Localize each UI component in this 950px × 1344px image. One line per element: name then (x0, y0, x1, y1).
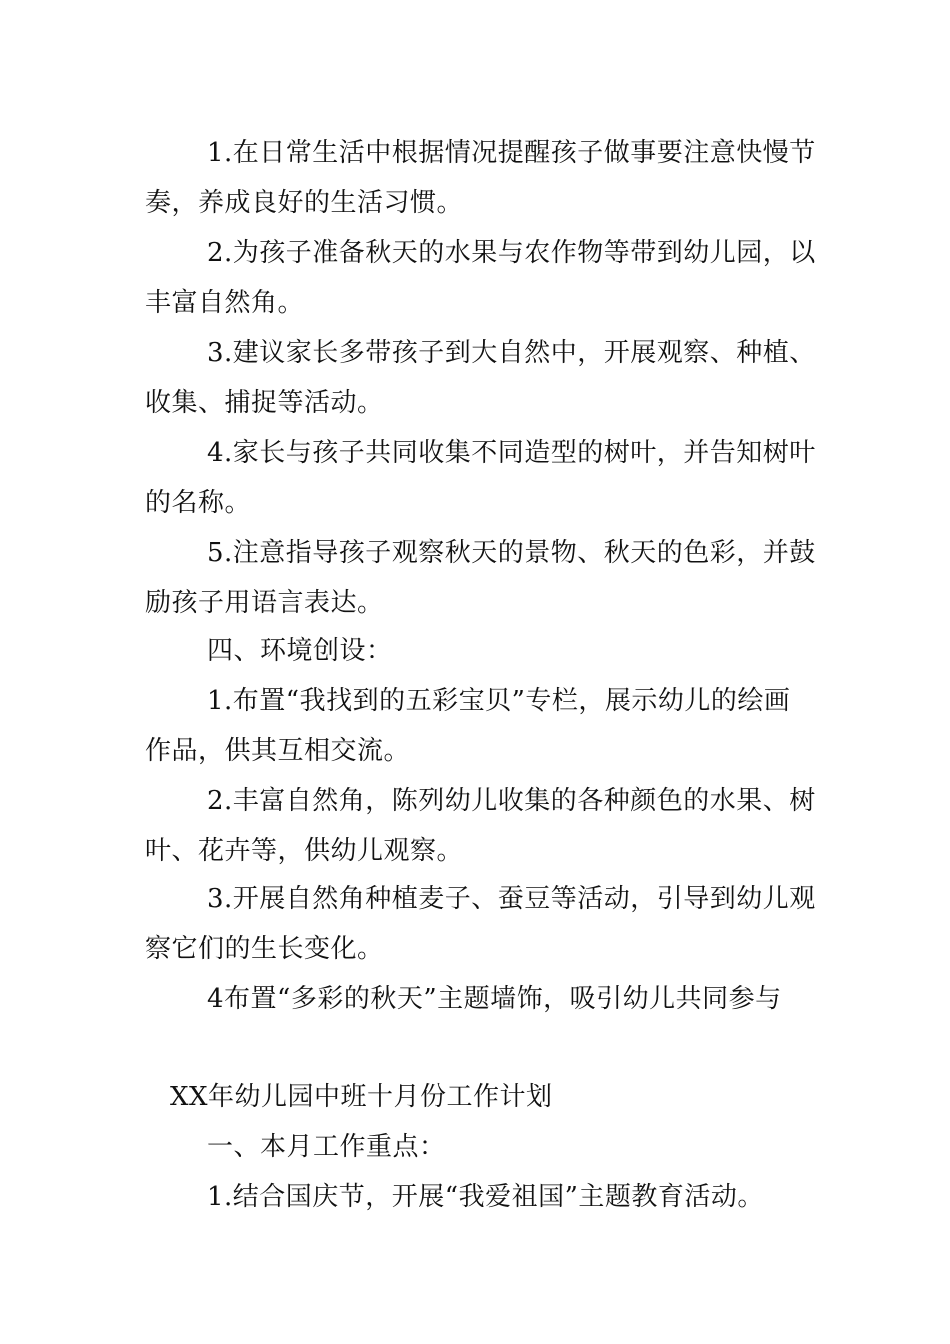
text-line: 叶、花卉等，供幼儿观察。 (145, 836, 464, 866)
text-line: 4.家长与孩子共同收集不同造型的树叶，并告知树叶 (207, 438, 816, 468)
text-line: 4布置“多彩的秋天”主题墙饰，吸引幼儿共同参与 (207, 984, 782, 1014)
text-line: 5.注意指导孩子观察秋天的景物、秋天的色彩，并鼓 (207, 538, 816, 568)
text-line: 3.建议家长多带孩子到大自然中，开展观察、种植、 (207, 338, 816, 368)
text-line: 2.丰富自然角，陈列幼儿收集的各种颜色的水果、树 (207, 786, 816, 816)
text-line: 丰富自然角。 (145, 288, 305, 318)
text-line: 1.结合国庆节，开展“我爱祖国”主题教育活动。 (207, 1182, 764, 1212)
text-line: 的名称。 (145, 488, 252, 518)
text-line: 察它们的生长变化。 (145, 934, 384, 964)
text-line: 作品，供其互相交流。 (145, 736, 411, 766)
text-line: 收集、捕捉等活动。 (145, 388, 384, 418)
section-heading: 四、环境创设： (207, 636, 393, 666)
text-line: 2.为孩子准备秋天的水果与农作物等带到幼儿园，以 (207, 238, 816, 268)
text-line: 1.在日常生活中根据情况提醒孩子做事要注意快慢节 (207, 138, 816, 168)
text-line: 奏，养成良好的生活习惯。 (145, 188, 464, 218)
section-heading: 一、本月工作重点： (207, 1132, 446, 1162)
text-line: 3.开展自然角种植麦子、蚕豆等活动，引导到幼儿观 (207, 884, 816, 914)
text-line: 1.布置“我找到的五彩宝贝”专栏，展示幼儿的绘画 (207, 686, 791, 716)
text-line: 励孩子用语言表达。 (145, 588, 384, 618)
page-title: XX年幼儿园中班十月份工作计划 (170, 1082, 553, 1112)
